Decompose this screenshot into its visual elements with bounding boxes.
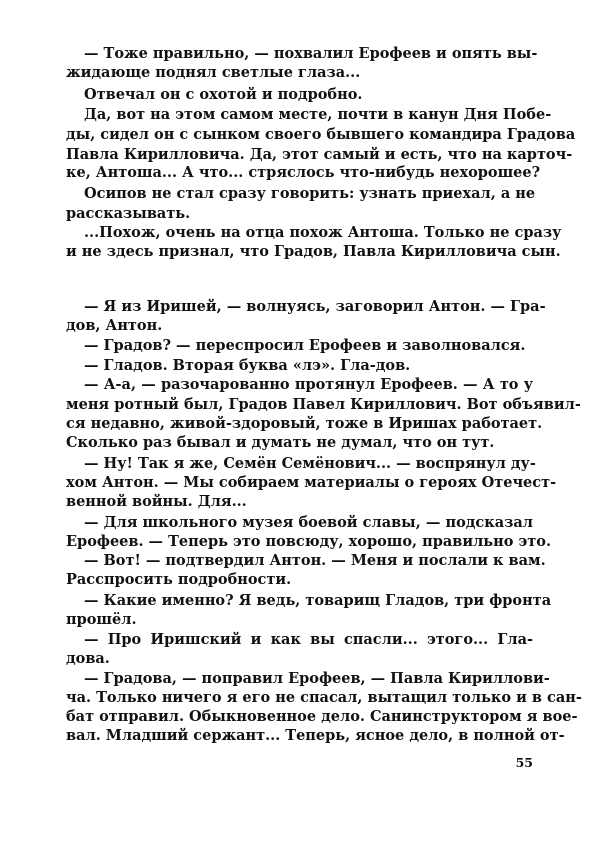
text-line: Павла Кирилловича. Да, этот самый и есть, что на карточ- xyxy=(66,146,573,163)
text-line: — Какие именно? Я ведь, товарищ Гладов, три фронта xyxy=(84,592,552,609)
text-line: — Гладов. Вторая буква «лэ». Гла-дов. xyxy=(84,357,411,374)
text-line: ча. Только ничего я его не спасал, вытащил только и в сан- xyxy=(66,689,582,706)
text-line: Да, вот на этом самом месте, почти в канун Дня Побе- xyxy=(84,106,552,123)
page-number: 55 xyxy=(515,755,533,770)
text-line: вал. Младший сержант... Теперь, ясное дело, в полной от- xyxy=(66,727,565,744)
text-line: ся недавно, живой-здоровый, тоже в Иришах работает. xyxy=(66,415,543,432)
text-line: Отвечал он с охотой и подробно. xyxy=(84,86,363,103)
text-line: Сколько раз бывал и думать не думал, что он тут. xyxy=(66,434,495,451)
text-line: — Градова, — поправил Ерофеев, — Павла Кириллови- xyxy=(84,670,550,687)
text-line: дова. xyxy=(66,650,110,667)
text-line: — Тоже правильно, — похвалил Ерофеев и опять вы- xyxy=(84,45,538,62)
text-line: Ерофеев. — Теперь это повсюду, хорошо, правильно это. xyxy=(66,533,552,550)
text-line: — Градов? — переспросил Ерофеев и заволновался. xyxy=(84,337,526,354)
text-line: — А-а, — разочарованно протянул Ерофеев. — А то у xyxy=(84,376,533,393)
text-line: — Для школьного музея боевой славы, — подсказал xyxy=(84,514,533,531)
text-line: дов, Антон. xyxy=(66,317,163,334)
text-line: — Ну! Так я же, Семён Семёнович... — воспрянул ду- xyxy=(84,455,536,472)
text-line: прошёл. xyxy=(66,611,137,628)
text-line: — Я из Иришей, — волнуясь, заговорил Антон. — Гра- xyxy=(84,298,546,315)
text-line: бат отправил. Обыкновенное дело. Санинструктором я вое- xyxy=(66,708,578,725)
text-line: ды, сидел он с сынком своего бывшего командира Градова xyxy=(66,126,576,143)
text-line: Осипов не стал сразу говорить: узнать приехал, а не xyxy=(84,185,536,202)
text-line: жидающе поднял светлые глаза... xyxy=(66,64,361,81)
text-line: хом Антон. — Мы собираем материалы о героях Отечест- xyxy=(66,474,557,491)
text-line: — Про Иришский и как вы спасли... этого... Гла- xyxy=(84,631,533,648)
text-line: ...Похож, очень на отца похож Антоша. Только не сразу xyxy=(84,224,562,241)
text-line: рассказывать. xyxy=(66,205,191,222)
text-line: меня ротный был, Градов Павел Кириллович. Вот объявил- xyxy=(66,396,581,413)
text-line: ке, Антоша... А что... стряслось что-нибудь нехорошее? xyxy=(66,164,541,181)
text-line: и не здесь признал, что Градов, Павла Кирилловича сын. xyxy=(66,243,561,260)
text-line: Расспросить подробности. xyxy=(66,571,292,588)
text-line: венной войны. Для... xyxy=(66,493,247,510)
text-line: — Вот! — подтвердил Антон. — Меня и послали к вам. xyxy=(84,552,546,569)
